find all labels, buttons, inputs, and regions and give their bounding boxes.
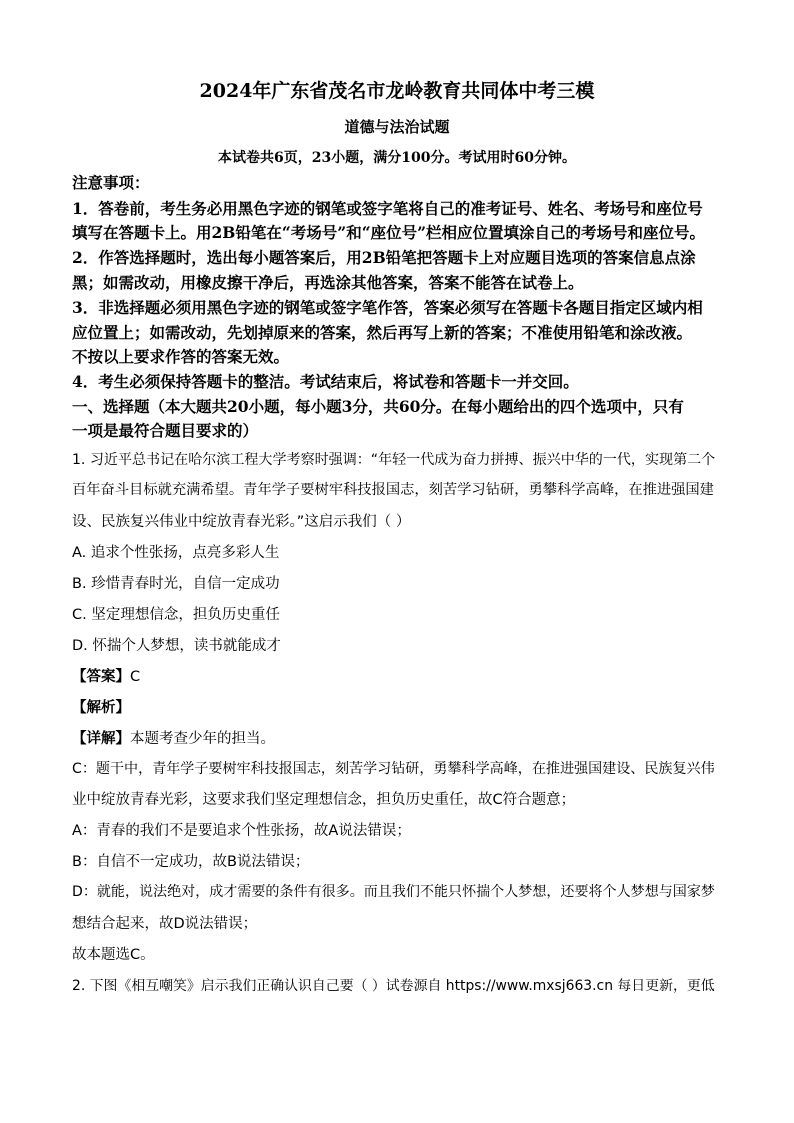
option-b: B. 珍惜青春时光，自信一定成功 xyxy=(72,576,280,592)
explanation-line: C：题干中，青年学子要树牢科技报国志，刻苦学习钻研，勇攀科学高峰，在推进强国建设、民族复兴伟 xyxy=(72,761,715,777)
detail-label: 【详解】 xyxy=(72,731,130,747)
exam-subject: 道德与法治试题 xyxy=(344,118,450,136)
analysis-label: 【解析】 xyxy=(72,700,130,716)
question-1-stem: 设、民族复兴伟业中绽放青春光彩。”这启示我们（ ） xyxy=(72,514,411,530)
question-1-stem: 百年奋斗目标就充满希望。青年学子要树牢科技报国志，刻苦学习钻研，勇攀科学高峰，在推进强国建 xyxy=(72,482,714,498)
explanation-line: 业中绽放青春光彩，这要求我们坚定理想信念，担负历史重任，故C符合题意； xyxy=(72,792,576,808)
explanation-line: B：自信不一定成功，故B说法错误； xyxy=(72,854,310,870)
explanation-line: D：就能，说法绝对，成才需要的条件有很多。而且我们不能只怀揣个人梦想，还要将个人梦想与国家梦 xyxy=(72,884,715,900)
detail-row xyxy=(72,727,275,748)
exam-title: 2024年广东省茂名市龙岭教育共同体中考三模 xyxy=(199,80,595,102)
explanation-line: 想结合起来，故D说法错误； xyxy=(72,916,258,932)
notice-line: 4．考生必须保持答题卡的整洁。考试结束后，将试卷和答题卡一并交回。 xyxy=(72,372,579,391)
answer-label: 【答案】 xyxy=(72,669,130,685)
question-1-stem: 1. 习近平总书记在哈尔滨工程大学考察时强调：“年轻一代成为奋力拼搏、振兴中华的一代，实现第二个 xyxy=(72,452,716,468)
section-heading: 一、选择题（本大题共20小题，每小题3分，共60分。在每小题给出的四个选项中，只有 xyxy=(72,397,684,416)
notice-line: 黑；如需改动，用橡皮擦干净后，再选涂其他答案，答案不能答在试卷上。 xyxy=(72,273,584,292)
explanation-line: A：青春的我们不是要追求个性张扬，故A说法错误； xyxy=(72,823,411,839)
section-heading: 一项是最符合题目要求的） xyxy=(72,421,259,440)
exam-info: 本试卷共6页，23小题，满分100分。考试用时60分钟。 xyxy=(218,150,576,166)
notice-line: 不按以上要求作答的答案无效。 xyxy=(72,347,290,366)
notice-heading: 注意事项： xyxy=(72,173,150,192)
answer-value: C xyxy=(130,669,141,685)
answer-row xyxy=(72,665,140,686)
option-a: A. 追求个性张扬，点亮多彩人生 xyxy=(72,545,280,561)
notice-line: 填写在答题卡上。用2B铅笔在“考场号”和“座位号”栏相应位置填涂自己的考场号和座位号。 xyxy=(72,223,706,242)
option-c: C. 坚定理想信念，担负历史重任 xyxy=(72,607,280,623)
option-d: D. 怀揣个人梦想，读书就能成才 xyxy=(72,638,281,654)
explanation-line: 故本题选C。 xyxy=(72,947,155,963)
notice-line: 3．非选择题必须用黑色字迹的钢笔或签字笔作答，答案必须写在答题卡各题目指定区域内相 xyxy=(72,298,703,317)
notice-line: 2．作答选择题时，选出每小题答案后，用2B铅笔把答题卡上对应题目选项的答案信息点涂 xyxy=(72,248,696,267)
notice-line: 应位置上；如需改动，先划掉原来的答案，然后再写上新的答案；不准使用铅笔和涂改液。 xyxy=(72,323,693,342)
notice-line: 1．答卷前，考生务必用黑色字迹的钢笔或签字笔将自己的准考证号、姓名、考场号和座位号 xyxy=(72,199,703,218)
detail-text: 本题考查少年的担当。 xyxy=(130,731,275,747)
question-2-stem: 2. 下图《相互嘲笑》启示我们正确认识自己要（ ）试卷源自 https://www.mxsj663.cn 每日更新，更低 xyxy=(72,978,715,994)
